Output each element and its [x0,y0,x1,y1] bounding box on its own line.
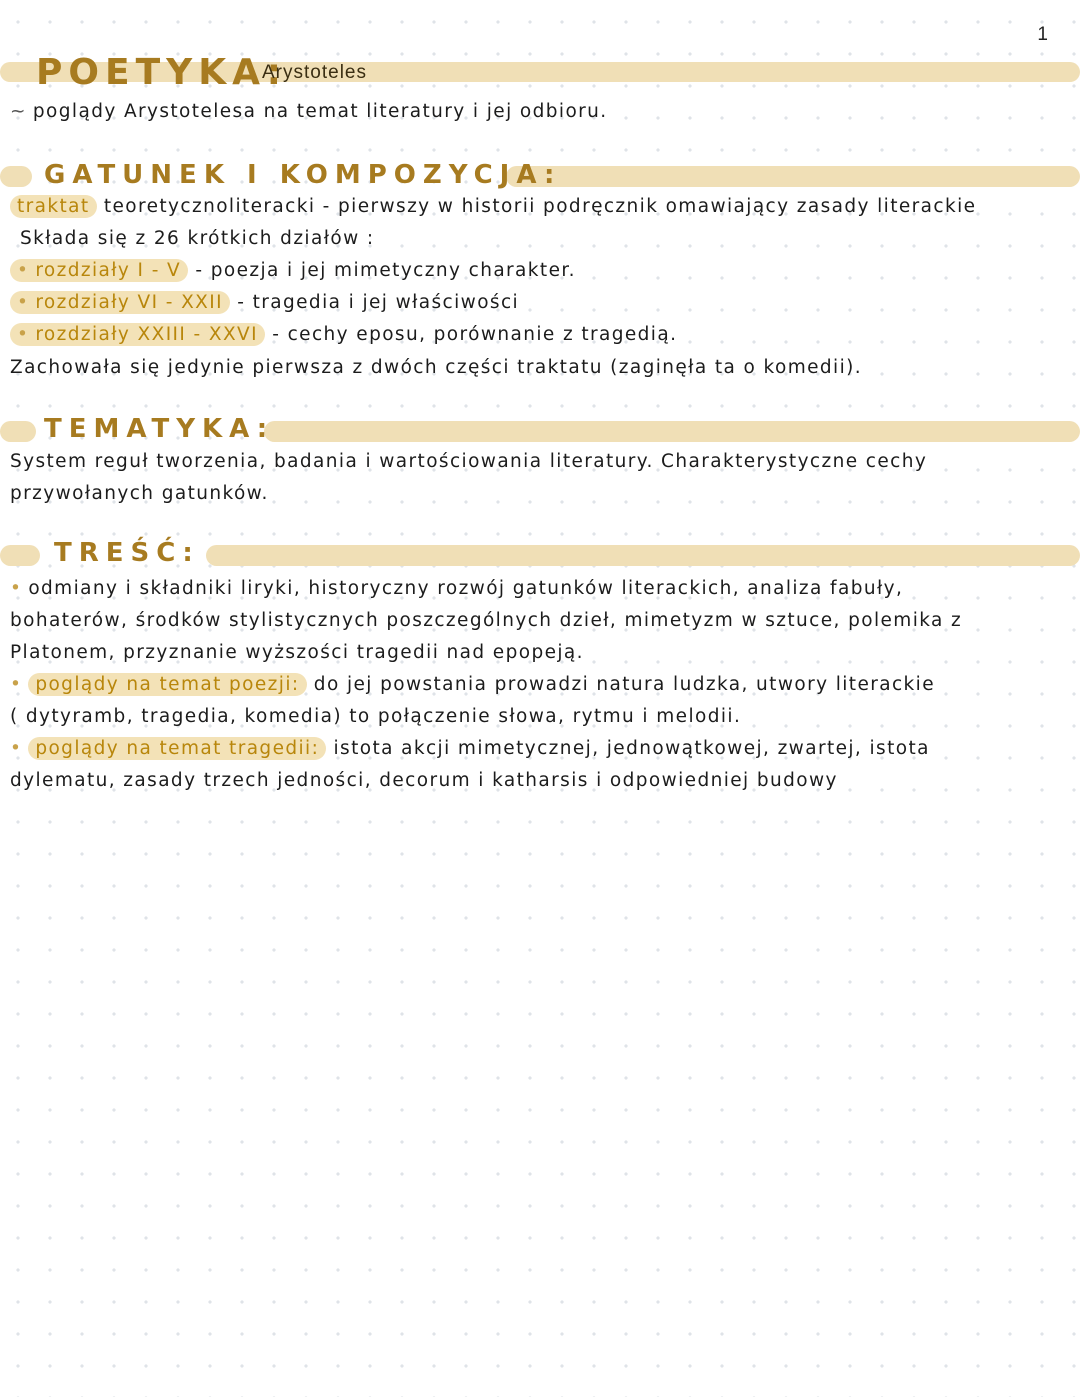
description-text: poglądy Arystotelesa na temat literatury i jej odbioru. [32,101,608,122]
section-title-tematyka: TEMATYKA: [44,414,275,444]
bullet-dot: • [10,674,23,695]
tresc-bar-right [206,545,1080,566]
tresc-p1-line-1: • odmiany i składniki liryki, historyczny rozwój gatunków literackich, analiza fabuły, [10,578,904,599]
tresc-p3-line-2: dylematu, zasady trzech jedności, decorum i katharsis i odpowiedniej budowy [10,770,838,791]
gatunek-line-1 [10,196,976,217]
gatunek-line-2: Składa się z 26 krótkich działów : [20,228,375,249]
tematyka-bar-right [264,421,1080,442]
tresc-p3-line-1: • poglądy na temat tragedii: istota akcji mimetycznej, jednowątkowej, zwartej, istota [10,738,930,759]
tematyka-line-1: System reguł tworzenia, badania i wartościowania literatury. Charakterystyczne cechy [10,451,928,472]
page-description [10,101,608,122]
tilde-mark: ~ [10,101,27,122]
tresc-p1-line-3: Platonem, przyznanie wyższości tragedii nad epopeją. [10,642,584,663]
gatunek-closing: Zachowała się jedynie pierwsza z dwóch części traktatu (zaginęła ta o komedii). [10,357,863,378]
gatunek-line-1-text: teoretycznoliteracki - pierwszy w historii podręcznik omawiający zasady literackie [103,196,977,217]
bullet-dot: • [10,578,23,599]
section-bar-left [0,166,32,187]
chapter-text-3: - cechy eposu, porównanie z tragedią. [272,324,678,345]
tematyka-bar-left [0,421,36,442]
page-number: 1 [1037,24,1048,45]
chapter-text-1: - poezja i jej mimetyczny charakter. [195,260,576,281]
section-title-tresc: TREŚĆ: [54,538,200,568]
chapter-bullet-1 [10,260,576,281]
poezja-label: poglądy na temat poezji: [28,673,306,696]
chapter-label-2: • rozdziały VI - XXII [10,291,230,314]
bullet-dot: • [10,738,23,759]
tresc-p2-line-2: ( dytyramb, tragedia, komedia) to połączenie słowa, rytmu i melodii. [10,706,742,727]
chapter-text-2: - tragedia i jej właściwości [237,292,520,313]
chapter-label-1: • rozdziały I - V [10,259,188,282]
tragedia-label: poglądy na temat tragedii: [28,737,326,760]
tematyka-line-2: przywołanych gatunków. [10,483,269,504]
chapter-bullet-2 [10,292,519,313]
section-bar-right [506,166,1080,187]
chapter-label-3: • rozdziały XXIII - XXVI [10,323,265,346]
page-title: POETYKA: [36,52,288,93]
term-highlight: traktat [10,195,97,218]
tresc-bar-left [0,545,40,566]
page-subtitle: Arystoteles [262,62,367,83]
tresc-p1-line-2: bohaterów, środków stylistycznych poszczególnych dzieł, mimetyzm w sztuce, polemika z [10,610,963,631]
chapter-bullet-3 [10,324,677,345]
section-title-gatunek: GATUNEK I KOMPOZYCJA: [44,160,562,190]
tresc-p2-line-1: • poglądy na temat poezji: do jej powstania prowadzi natura ludzka, utwory literackie [10,674,935,695]
